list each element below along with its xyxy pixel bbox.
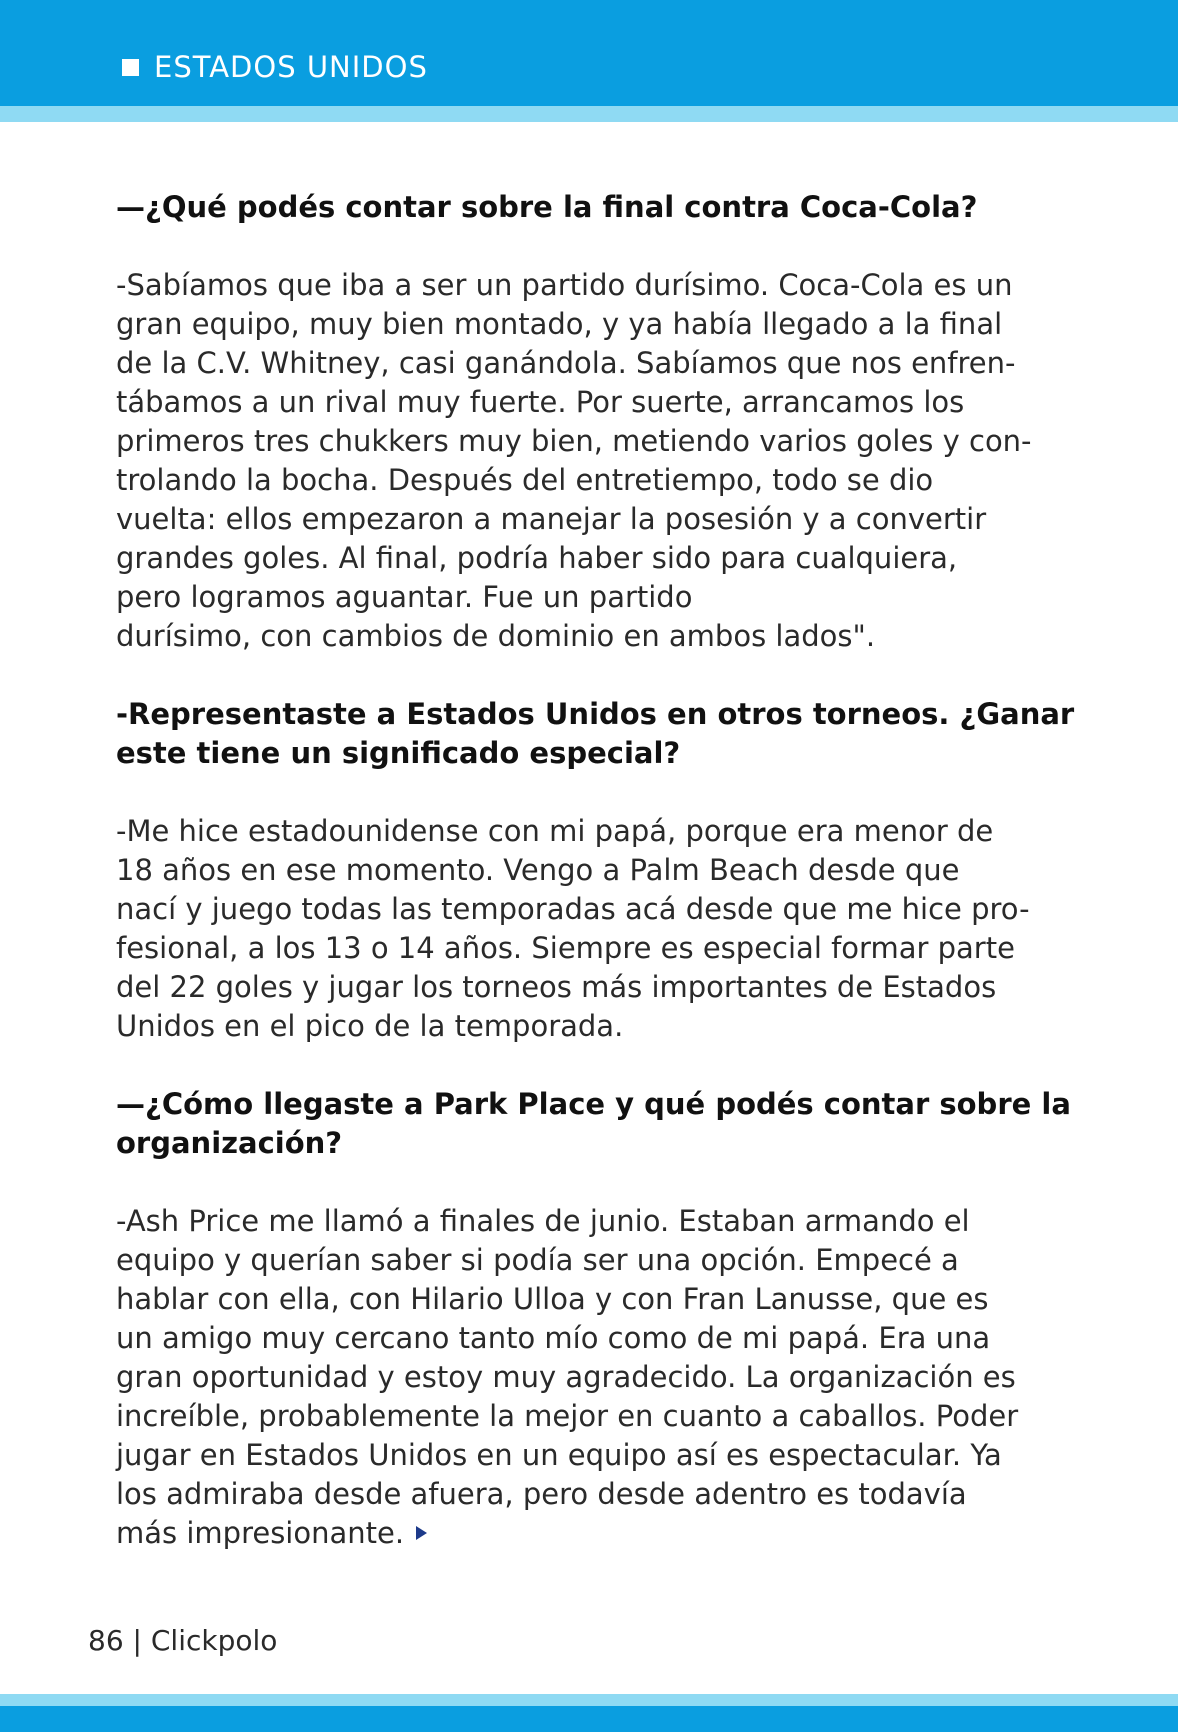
answer-last-line	[116, 1514, 1066, 1553]
square-icon	[122, 59, 139, 76]
answer-line: vuelta: ellos empezaron a manejar la posesión y a convertir	[116, 502, 987, 536]
answer-line: trolando la bocha. Después del entretiempo, todo se dio	[116, 463, 934, 497]
header-stripe	[0, 106, 1178, 122]
question-2	[116, 695, 1075, 773]
answer-line: -Me hice estadounidense con mi papá, porque era menor de	[116, 814, 994, 848]
question-line: —¿Cómo llegaste a Park Place y qué podés contar sobre la	[116, 1087, 1071, 1121]
answer-line: -Sabíamos que iba a ser un partido durísimo. Coca-Cola es un	[116, 268, 1013, 302]
answer-2	[116, 812, 1066, 1046]
answer-1	[116, 266, 1066, 656]
answer-line: del 22 goles y jugar los torneos más importantes de Estados	[116, 970, 997, 1004]
question-3	[116, 1085, 1071, 1163]
answer-line: gran oportunidad y estoy muy agradecido. La organización es	[116, 1360, 1016, 1394]
answer-line: los admiraba desde afuera, pero desde adentro es todavía	[116, 1477, 967, 1511]
answer-line-text: más impresionante.	[116, 1516, 405, 1550]
answer-line: 18 años en ese momento. Vengo a Palm Beach desde que	[116, 853, 960, 887]
answer-3	[116, 1202, 1066, 1553]
answer-line: equipo y querían saber si podía ser una opción. Empecé a	[116, 1243, 959, 1277]
question-1	[116, 188, 1066, 227]
answer-line: fesional, a los 13 o 14 años. Siempre es especial formar parte	[116, 931, 1015, 965]
answer-line: de la C.V. Whitney, casi ganándola. Sabíamos que nos enfren-	[116, 346, 1016, 380]
answer-line: durísimo, con cambios de dominio en ambos lados".	[116, 619, 876, 653]
answer-line: tábamos a un rival muy fuerte. Por suerte, arrancamos los	[116, 385, 965, 419]
question-line: -Representaste a Estados Unidos en otros torneos. ¿Ganar	[116, 697, 1075, 731]
answer-line: Unidos en el pico de la temporada.	[116, 1009, 624, 1043]
question-line: —¿Qué podés contar sobre la final contra Coca-Cola?	[116, 190, 978, 224]
footer-stripe	[0, 1694, 1178, 1706]
answer-line: gran equipo, muy bien montado, y ya había llegado a la final	[116, 307, 1003, 341]
answer-line: pero logramos aguantar. Fue un partido	[116, 580, 693, 614]
answer-line: increíble, probablemente la mejor en cuanto a caballos. Poder	[116, 1399, 1019, 1433]
answer-line: grandes goles. Al final, podría haber sido para cualquiera,	[116, 541, 958, 575]
question-line: este tiene un significado especial?	[116, 736, 681, 770]
page-footer: 86 | Clickpolo	[88, 1624, 278, 1657]
footer-bar	[0, 1706, 1178, 1732]
answer-line: hablar con ella, con Hilario Ulloa y con Fran Lanusse, que es	[116, 1282, 989, 1316]
answer-line: primeros tres chukkers muy bien, metiendo varios goles y con-	[116, 424, 1032, 458]
answer-line: -Ash Price me llamó a finales de junio. Estaban armando el	[116, 1204, 970, 1238]
section-title: ESTADOS UNIDOS	[154, 50, 428, 84]
article-body	[116, 188, 1075, 1592]
answer-line: nací y juego todas las temporadas acá desde que me hice pro-	[116, 892, 1030, 926]
answer-line: jugar en Estados Unidos en un equipo así es espectacular. Ya	[116, 1438, 1002, 1472]
section-header	[122, 50, 428, 84]
answer-line: un amigo muy cercano tanto mío como de mi papá. Era una	[116, 1321, 991, 1355]
triangle-right-icon	[416, 1526, 427, 1540]
question-line: organización?	[116, 1126, 343, 1160]
